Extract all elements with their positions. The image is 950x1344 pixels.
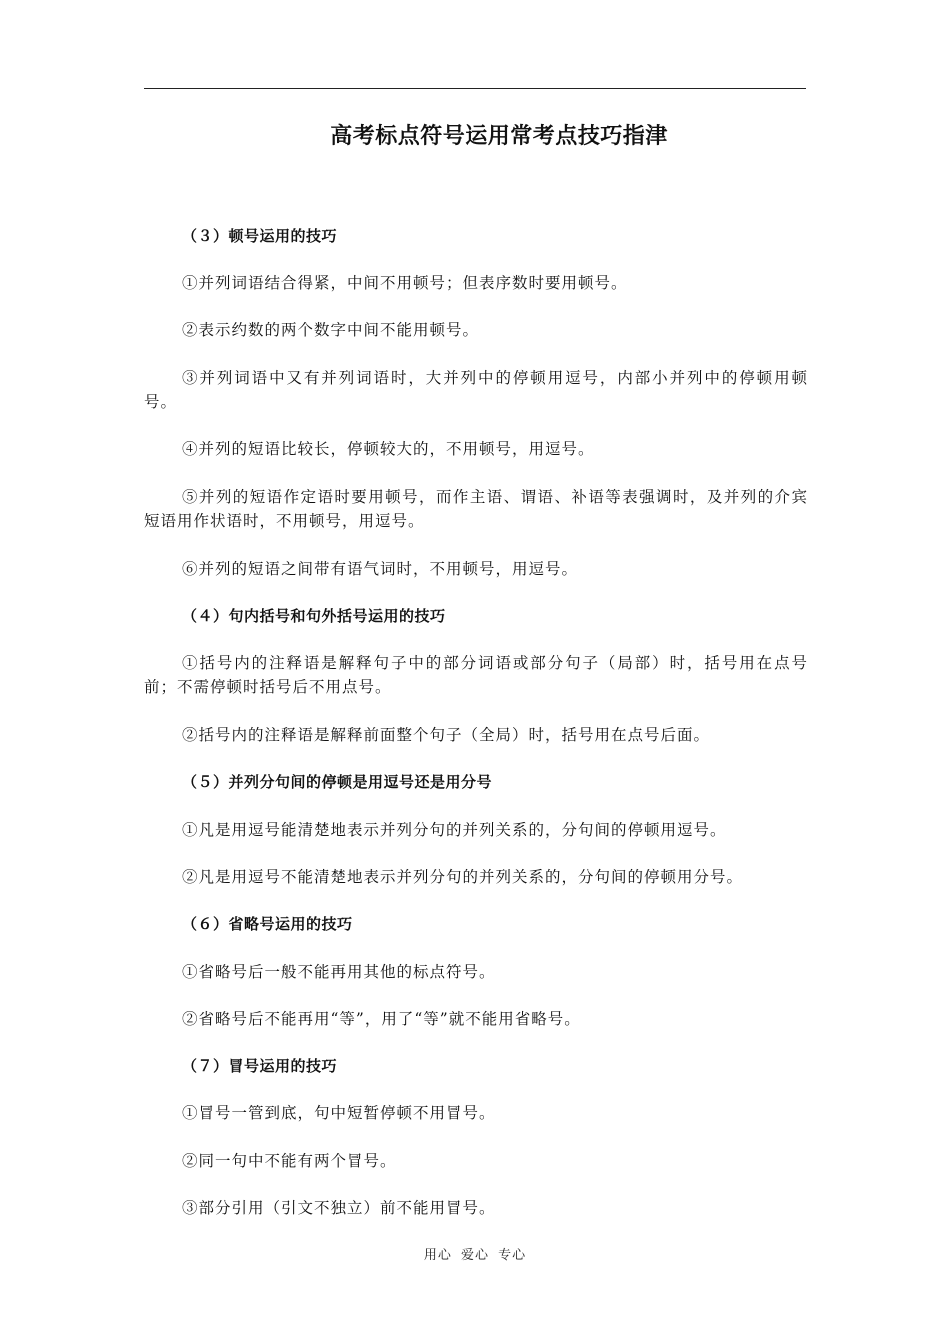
section-3-item-6: ⑥并列的短语之间带有语气词时，不用顿号，用逗号。 <box>182 560 579 578</box>
section-3-item-1: ①并列词语结合得紧，中间不用顿号；但表序数时要用顿号。 <box>182 274 628 292</box>
section-3-item-2: ②表示约数的两个数字中间不能用顿号。 <box>182 321 480 339</box>
section-3-heading: （３）顿号运用的技巧 <box>182 227 338 245</box>
section-4-heading: （４）句内括号和句外括号运用的技巧 <box>182 607 446 625</box>
section-7-heading: （７）冒号运用的技巧 <box>182 1057 338 1075</box>
section-4-item-2: ②括号内的注释语是解释前面整个句子（全局）时，括号用在点号后面。 <box>182 726 711 744</box>
section-3-item-4: ④并列的短语比较长，停顿较大的，不用顿号，用逗号。 <box>182 440 595 458</box>
page-footer: 用心 爱心 专心 <box>423 1248 527 1263</box>
section-5-heading: （５）并列分句间的停顿是用逗号还是用分号 <box>182 773 493 791</box>
section-7-item-3: ③部分引用（引文不独立）前不能用冒号。 <box>182 1199 496 1217</box>
section-3-item-3: ③并列词语中又有并列词语时，大并列中的停顿用逗号，内部小并列中的停顿用顿号。 <box>144 369 808 411</box>
section-5-item-1: ①凡是用逗号能清楚地表示并列分句的并列关系的，分句间的停顿用逗号。 <box>182 821 727 839</box>
section-4-item-1: ①括号内的注释语是解释句子中的部分词语或部分句子（局部）时，括号用在点号前；不需停顿时括号后不用点号。 <box>144 654 808 696</box>
section-7-item-2: ②同一句中不能有两个冒号。 <box>182 1152 397 1170</box>
section-6-item-2: ②省略号后不能再用“等”，用了“等”就不能用省略号。 <box>182 1010 581 1028</box>
document-title: 高考标点符号运用常考点技巧指津 <box>330 124 668 149</box>
section-6-item-1: ①省略号后一般不能再用其他的标点符号。 <box>182 963 496 981</box>
section-5-item-2: ②凡是用逗号不能清楚地表示并列分句的并列关系的，分句间的停顿用分号。 <box>182 868 744 886</box>
section-3-item-5: ⑤并列的短语作定语时要用顿号，而作主语、谓语、补语等表强调时，及并列的介宾短语用作状语时，不用顿号，用逗号。 <box>144 488 808 530</box>
section-7-item-1: ①冒号一管到底，句中短暂停顿不用冒号。 <box>182 1104 496 1122</box>
header-rule <box>144 88 806 89</box>
section-6-heading: （６）省略号运用的技巧 <box>182 915 353 933</box>
